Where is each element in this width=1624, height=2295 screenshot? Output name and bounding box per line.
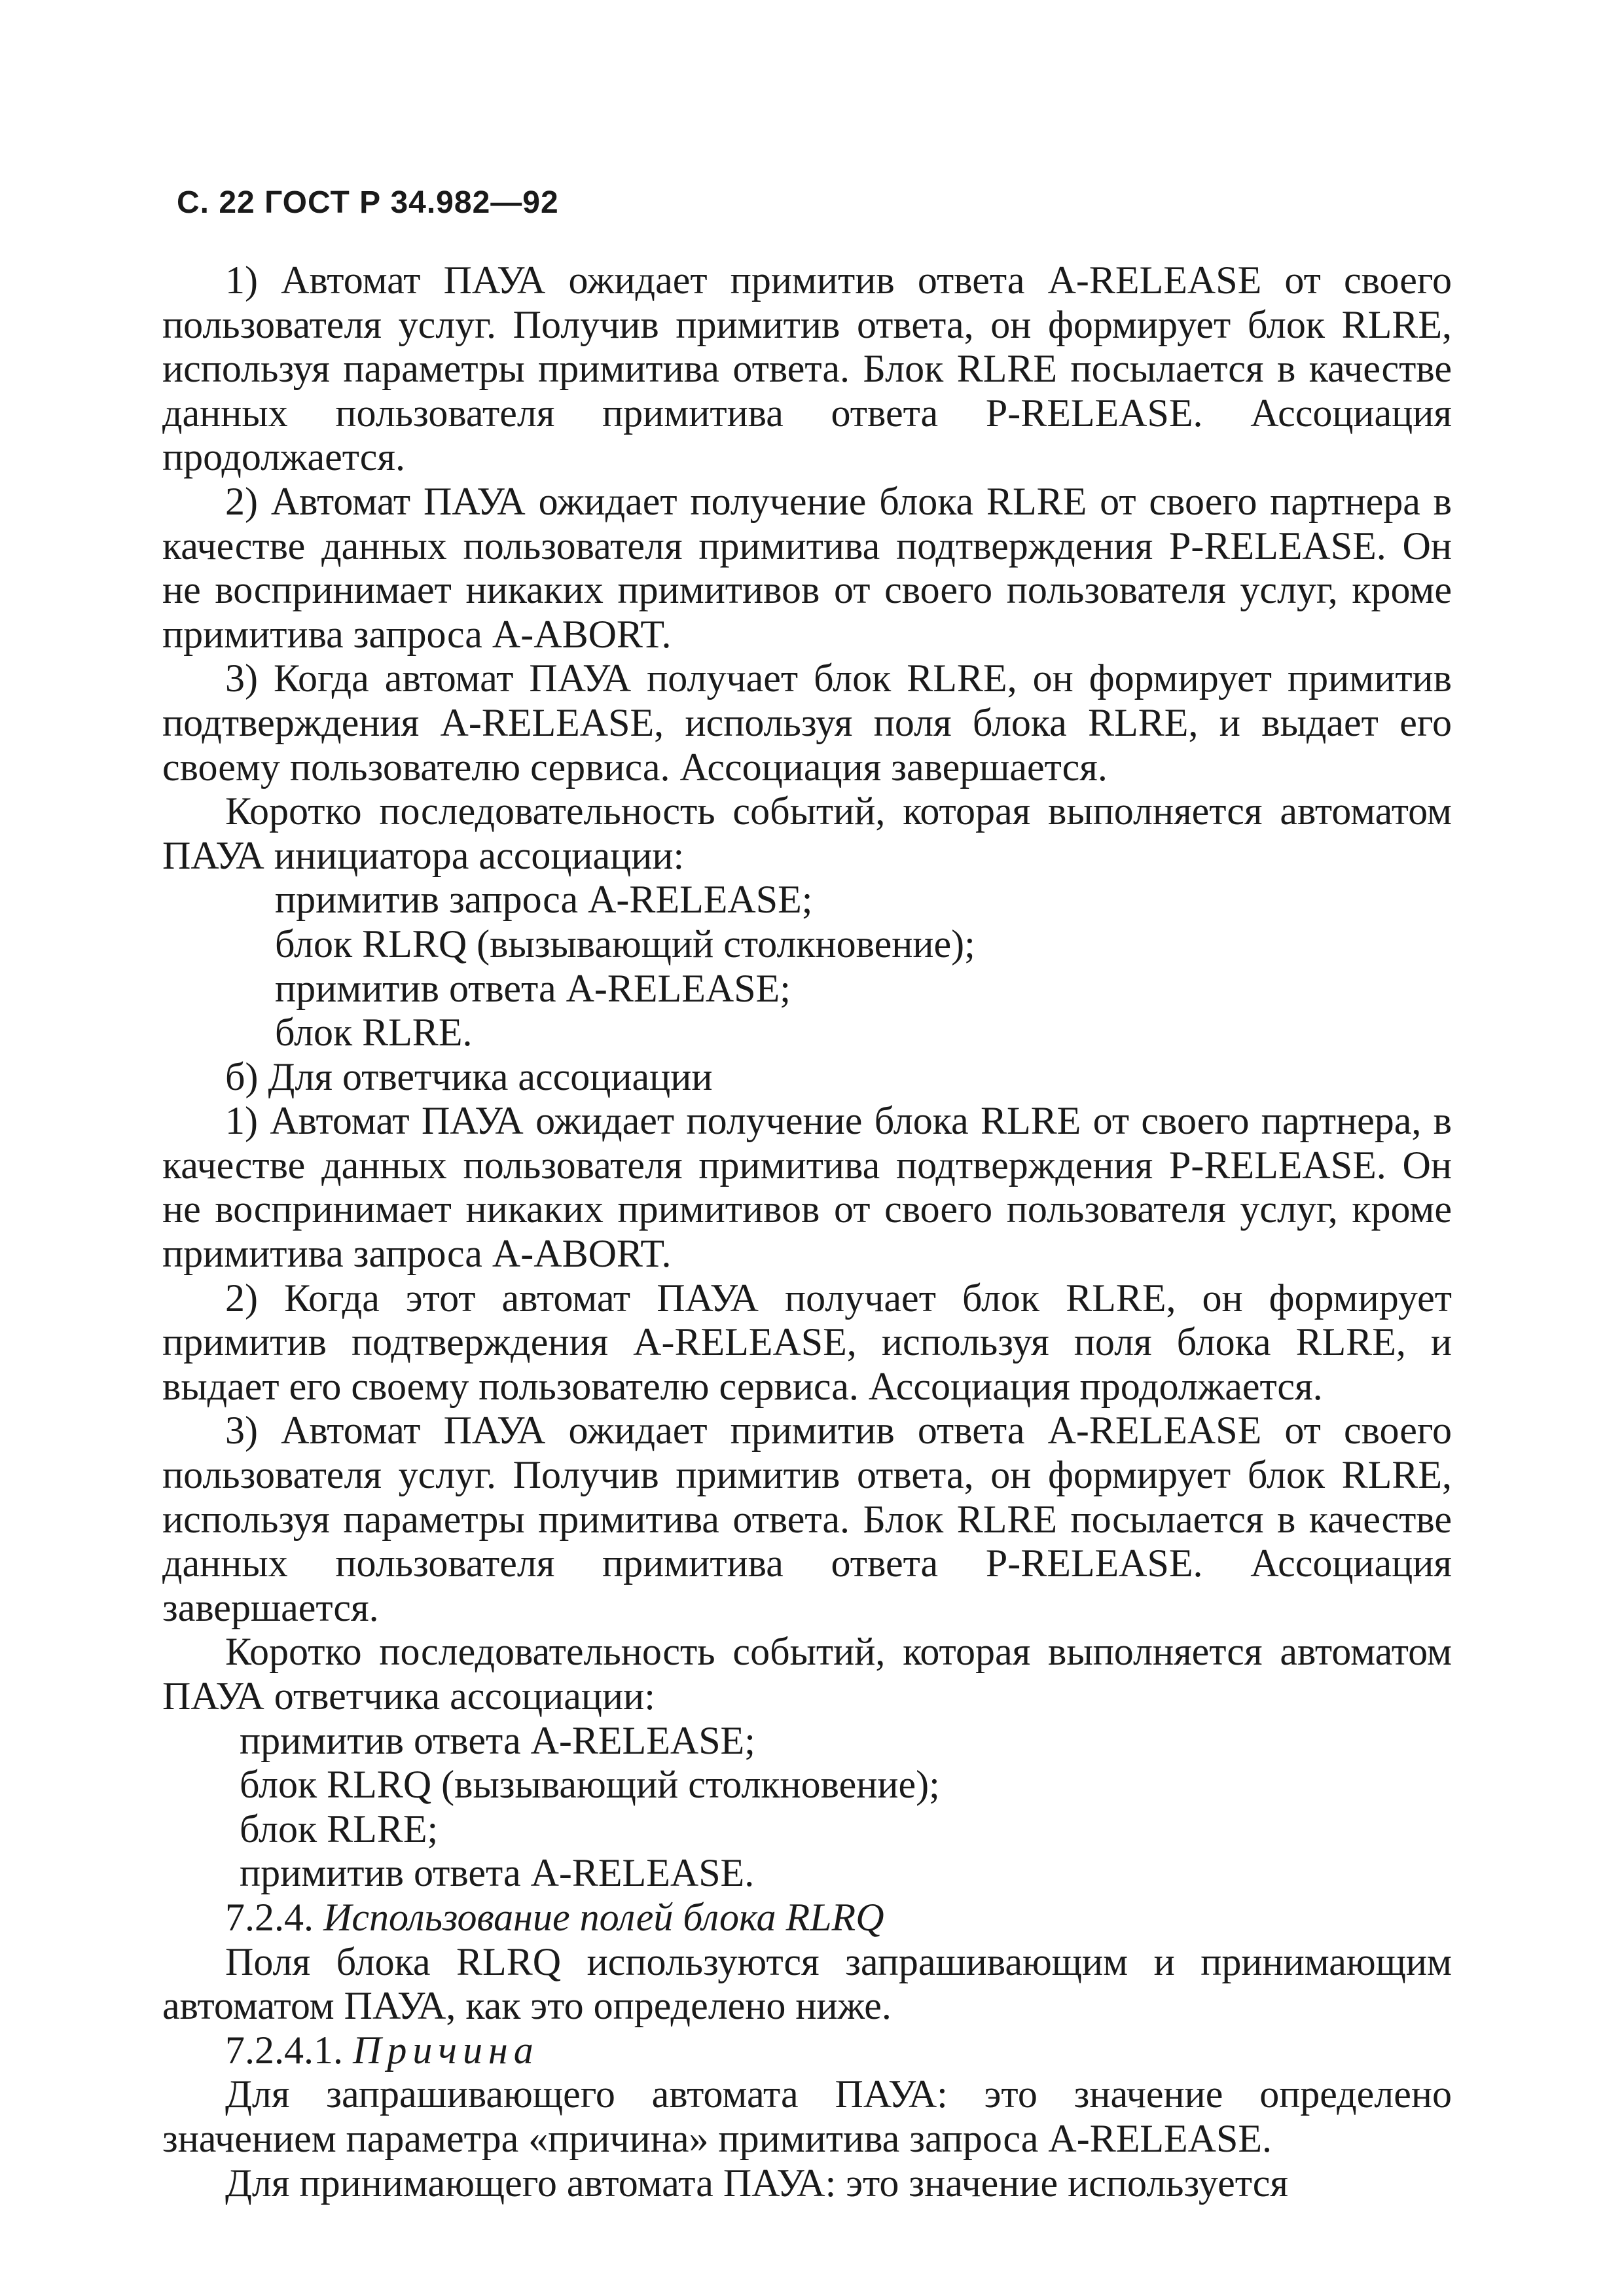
paragraph-responder-step-3: 3) Автомат ПАУА ожидает примитив ответа A-RELEASE от своего пользователя услуг. Получив примитив ответа, он формирует блок RLRE, используя параметры примитива ответа. Блок RLRE посылается в качестве данных пользователя примитива ответа P-RELEASE. Ассоциация завершается. (162, 1409, 1452, 1629)
section-7-2-4-text: Поля блока RLRQ используются запрашивающим и принимающим автоматом ПАУА, как это определено ниже. (162, 1940, 1452, 2028)
list-item: блок RLRQ (вызывающий столкновение); (240, 1763, 940, 1807)
list-item: блок RLRE. (275, 1011, 473, 1055)
responder-event-sequence (162, 1719, 1452, 1896)
paragraph-responder-step-2: 2) Когда этот автомат ПАУА получает блок RLRE, он формирует примитив подтверждения A-RELEASE, используя поля блока RLRE, и выдает его своему пользователю сервиса. Ассоциация продолжается. (162, 1276, 1452, 1408)
list-item: примитив ответа A-RELEASE; (275, 966, 791, 1010)
paragraph-initiator-step-1: 1) Автомат ПАУА ожидает примитив ответа A-RELEASE от своего пользователя услуг. Получив примитив ответа, он формирует блок RLRE, используя параметры примитива ответа. Блок RLRE посылается в качестве данных пользователя примитива ответа P-RELEASE. Ассоциация продолжается. (162, 259, 1452, 479)
section-7-2-4-1-text-acceptor: Для принимающего автомата ПАУА: это значение используется (225, 2161, 1288, 2205)
initiator-event-sequence (162, 878, 1452, 1055)
section-number: 7.2.4.1. (225, 2028, 343, 2072)
list-item: блок RLRQ (вызывающий столкновение); (275, 922, 975, 966)
section-title: Использование полей блока RLRQ (323, 1895, 884, 1939)
list-item: примитив запроса A-RELEASE; (275, 878, 813, 922)
list-item: примитив ответа A-RELEASE. (240, 1851, 755, 1895)
document-body (162, 259, 1452, 2205)
list-item: примитив ответа A-RELEASE; (240, 1718, 755, 1762)
section-title: Причина (353, 2028, 539, 2072)
paragraph-responder-summary: Коротко последовательность событий, которая выполняется автоматом ПАУА ответчика ассоциации: (162, 1630, 1452, 1718)
section-7-2-4-1-text-requester: Для запрашивающего автомата ПАУА: это значение определено значением параметра «причина» примитива запроса A-RELEASE. (162, 2072, 1452, 2160)
paragraph-initiator-summary: Коротко последовательность событий, которая выполняется автоматом ПАУА инициатора ассоциации: (162, 789, 1452, 877)
running-header: С. 22 ГОСТ Р 34.982—92 (177, 185, 559, 220)
paragraph-initiator-step-2: 2) Автомат ПАУА ожидает получение блока RLRE от своего партнера в качестве данных пользователя примитива подтверждения P-RELEASE. Он не воспринимает никаких примитивов от своего пользователя услуг, кроме примитива запроса A-ABORT. (162, 479, 1452, 656)
section-7-2-4-1-heading (162, 2029, 1452, 2073)
paragraph-initiator-step-3: 3) Когда автомат ПАУА получает блок RLRE, он формирует примитив подтверждения A-RELEASE, используя поля блока RLRE, и выдает его своему пользователю сервиса. Ассоциация завершается. (162, 657, 1452, 789)
list-item: блок RLRE; (240, 1807, 439, 1851)
paragraph-responder-step-1: 1) Автомат ПАУА ожидает получение блока RLRE от своего партнера, в качестве данных пользователя примитива подтверждения P-RELEASE. Он не воспринимает никаких примитивов от своего пользователя услуг, кроме примитива запроса A-ABORT. (162, 1099, 1452, 1276)
responder-heading: б) Для ответчика ассоциации (225, 1055, 713, 1098)
section-7-2-4-heading (162, 1896, 1452, 1940)
section-number: 7.2.4. (225, 1895, 314, 1939)
